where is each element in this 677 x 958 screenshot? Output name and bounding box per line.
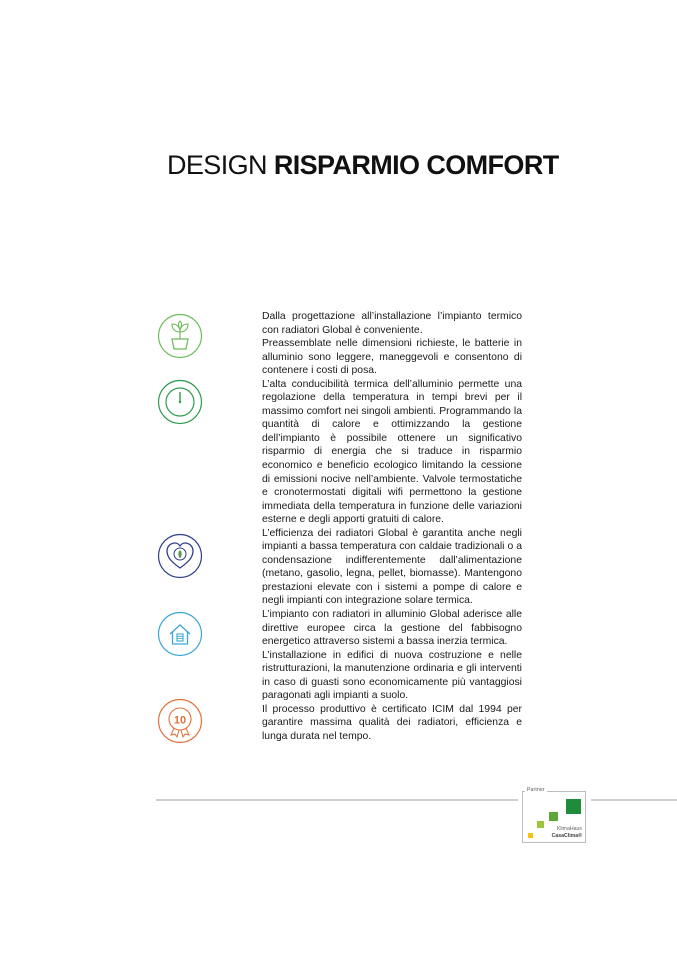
paragraph-4: L’efficienza dei radiatori Global è garantita anche negli impianti a bassa temperatura con caldaie tradizionali o a condensazione indifferentemente dall’alimentazione (metano, gasolio, legna, pellet, biomasse). Mantengono prestazioni elevate con i sistemi a pompe di calore e negli impianti con integrazione solare termica. bbox=[262, 527, 522, 607]
paragraph-7: Il processo produttivo è certificato ICIM dal 1994 per garantire massima qualità dei radiatori, efficienza e lunga durata nel tempo. bbox=[262, 703, 522, 742]
paragraph-3: L’alta conducibilità termica dell’alluminio permette una regolazione della temperatura in tempi brevi per il massimo comfort nei singoli ambienti. Programmando la quantità di calore e ottimizzando la gestione dell’impianto è possibile ottenere un significativo risparmio di energia che si traduce in risparmio economico e beneficio ecologico limitando la cessione di emissioni nocive nell’ambiente. Valvole termostatiche e cronotermostati digitali wifi permettono la gestione immediata della temperatura in funzione delle variazioni esterne e degli apporti gratuiti di calore. bbox=[262, 378, 522, 526]
paragraph-1: Dalla progettazione all’installazione l’impianto termico con radiatori Global è conveniente. bbox=[262, 311, 522, 336]
divider-left bbox=[156, 799, 518, 801]
badge-square-light bbox=[537, 821, 544, 828]
badge-square-yellow bbox=[528, 833, 533, 838]
warranty-badge-icon bbox=[157, 698, 203, 744]
page-title bbox=[167, 150, 587, 181]
warranty-years-label: 10 bbox=[173, 714, 187, 727]
eco-heart-icon bbox=[157, 533, 203, 579]
title-word-comfort: COMFORT bbox=[426, 150, 559, 180]
badge-partner-label: Partner bbox=[527, 787, 545, 793]
divider-right bbox=[591, 799, 677, 801]
title-word-design: DESIGN bbox=[167, 150, 267, 180]
title-word-risparmio: RISPARMIO bbox=[273, 150, 420, 180]
clock-icon bbox=[157, 379, 203, 425]
badge-square-dark bbox=[566, 799, 581, 814]
badge-klimahaus: KlimaHaus bbox=[556, 826, 582, 832]
klimahaus-partner-badge bbox=[522, 787, 586, 843]
body-text bbox=[262, 310, 522, 744]
paragraph-6: L’installazione in edifici di nuova costruzione e nelle ristrutturazioni, la manutenzione ordinaria e gli interventi in caso di guasti sono economicamente più vantaggiosi paragonati agli impianti a suolo. bbox=[262, 649, 522, 702]
paragraph-5: L’impianto con radiatori in alluminio Global aderisce alle direttive europee circa la gestione del fabbisogno energetico attraverso sistemi a bassa inerzia termica. bbox=[262, 609, 522, 648]
plant-icon bbox=[157, 313, 203, 359]
house-icon bbox=[157, 611, 203, 657]
badge-casaclima: CasaClima® bbox=[551, 833, 582, 839]
badge-square-mid bbox=[549, 812, 558, 821]
paragraph-2: Preassemblate nelle dimensioni richieste, le batterie in alluminio sono leggere, maneggevoli e consentono di contenere i costi di posa. bbox=[262, 338, 522, 377]
